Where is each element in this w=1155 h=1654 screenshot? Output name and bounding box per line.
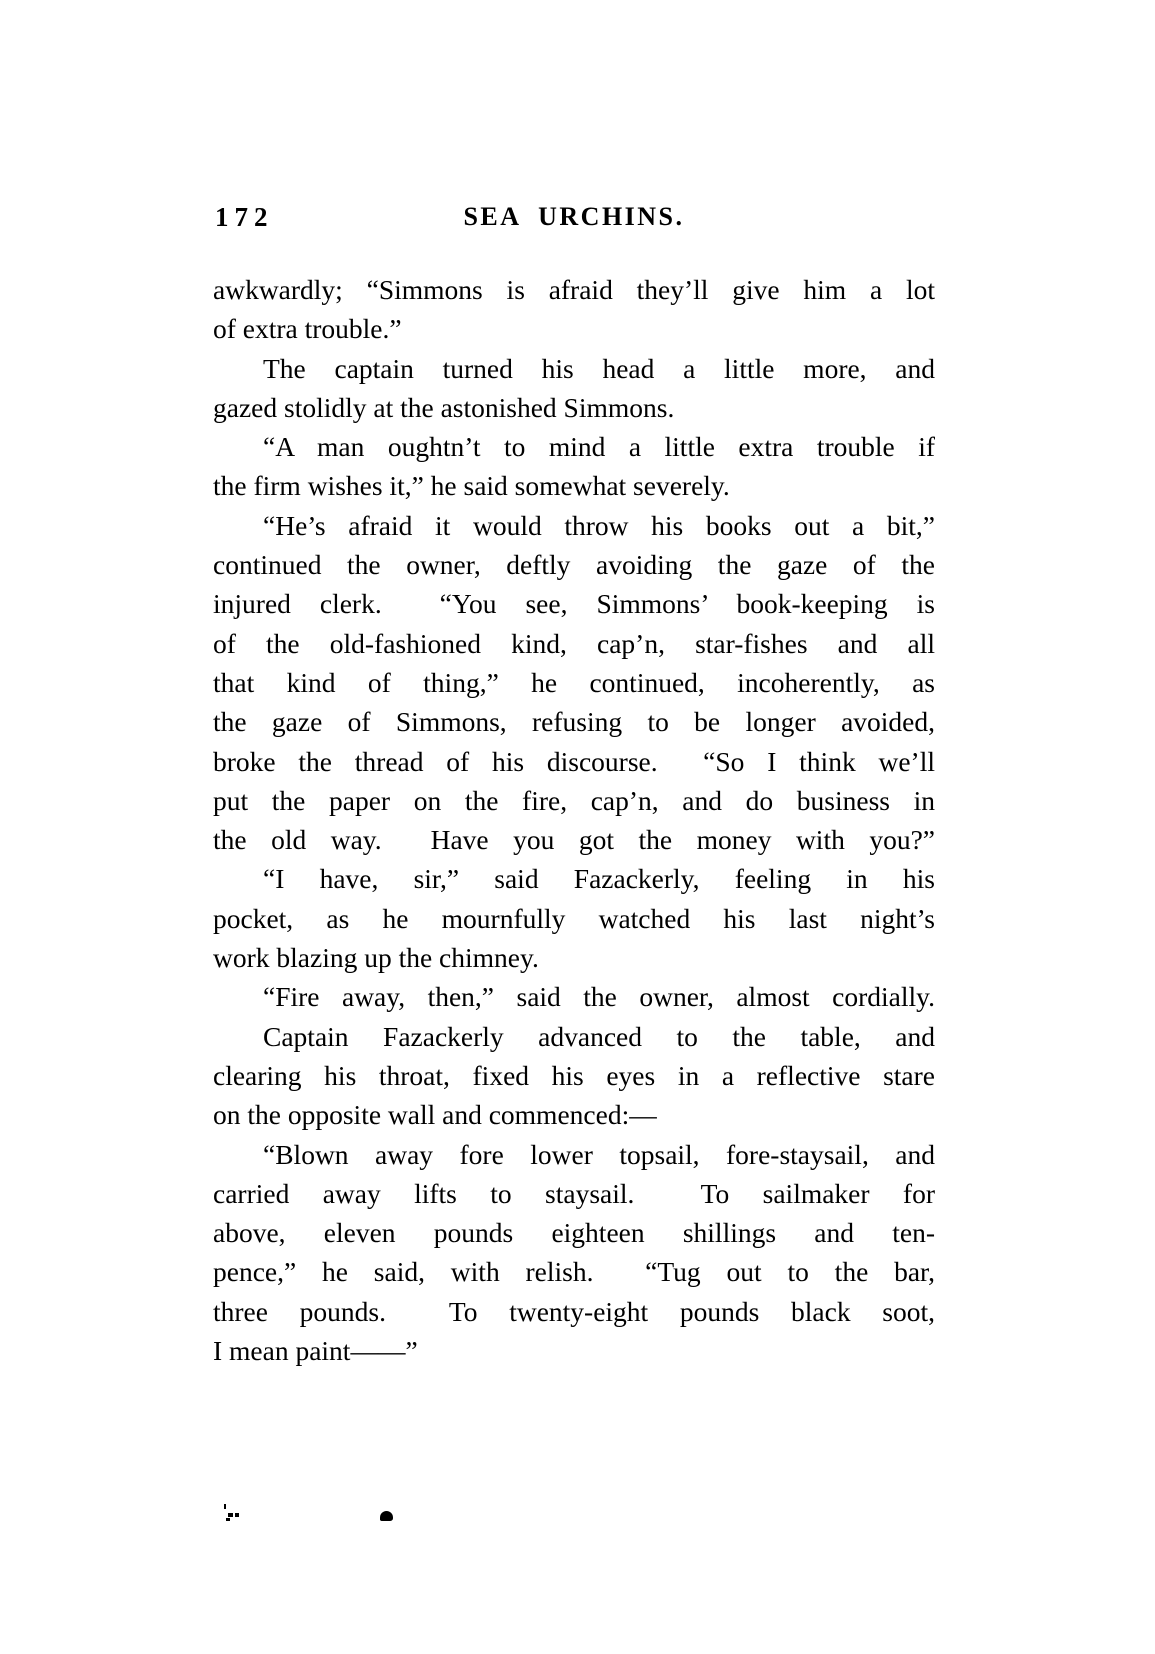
text-line: of extra trouble.” (213, 313, 402, 345)
text-line: continued the owner, deftly avoiding the gaze of the (213, 549, 935, 581)
text-line: clearing his throat, fixed his eyes in a reflective stare (213, 1059, 935, 1091)
text-line: work blazing up the chimney. (213, 942, 539, 974)
text-line: the firm wishes it,” he said somewhat severely. (213, 470, 730, 502)
text-line: “Blown away fore lower topsail, fore-staysail, and (263, 1138, 935, 1170)
running-head (213, 202, 935, 236)
text-line: the gaze of Simmons, refusing to be longer avoided, (213, 706, 935, 738)
text-line: that kind of thing,” he continued, incoherently, as (213, 666, 935, 698)
text-line: pocket, as he mournfully watched his last night’s (213, 902, 935, 934)
text-line: “Fire away, then,” said the owner, almost cordially. (263, 981, 935, 1013)
text-line: above, eleven pounds eighteen shillings and ten- (213, 1217, 935, 1249)
text-line: “A man oughtn’t to mind a little extra trouble if (263, 431, 935, 463)
text-line: Captain Fazackerly advanced to the table, and (263, 1020, 935, 1052)
text-line: I mean paint——” (213, 1335, 418, 1367)
text-line: “He’s afraid it would throw his books out a bit,” (263, 509, 935, 541)
text-line: the old way. Have you got the money with you?” (213, 824, 935, 856)
text-line: awkwardly; “Simmons is afraid they’ll give him a lot (213, 274, 935, 305)
text-line: three pounds. To twenty-eight pounds black soot, (213, 1295, 935, 1327)
body-text (213, 270, 935, 1370)
text-line: on the opposite wall and commenced:— (213, 1099, 657, 1131)
text-line: injured clerk. “You see, Simmons’ book-keeping is (213, 588, 935, 620)
text-line: gazed stolidly at the astonished Simmons. (213, 391, 675, 423)
text-line: “I have, sir,” said Fazackerly, feeling in his (263, 863, 935, 895)
ink-speck-mark (224, 1504, 240, 1522)
text-line: The captain turned his head a little more, and (263, 352, 935, 384)
text-line: carried away lifts to staysail. To sailmaker for (213, 1177, 935, 1209)
running-title: SEA URCHINS. (463, 202, 685, 231)
text-line: of the old-fashioned kind, cap’n, star-fishes and all (213, 627, 935, 659)
page-number: 172 (215, 202, 274, 232)
text-line: broke the thread of his discourse. “So I think we’ll (213, 745, 935, 777)
text-line: pence,” he said, with relish. “Tug out to the bar, (213, 1256, 935, 1288)
text-line: put the paper on the fire, cap’n, and do business in (213, 784, 935, 816)
ink-dot-mark (380, 1511, 393, 1521)
